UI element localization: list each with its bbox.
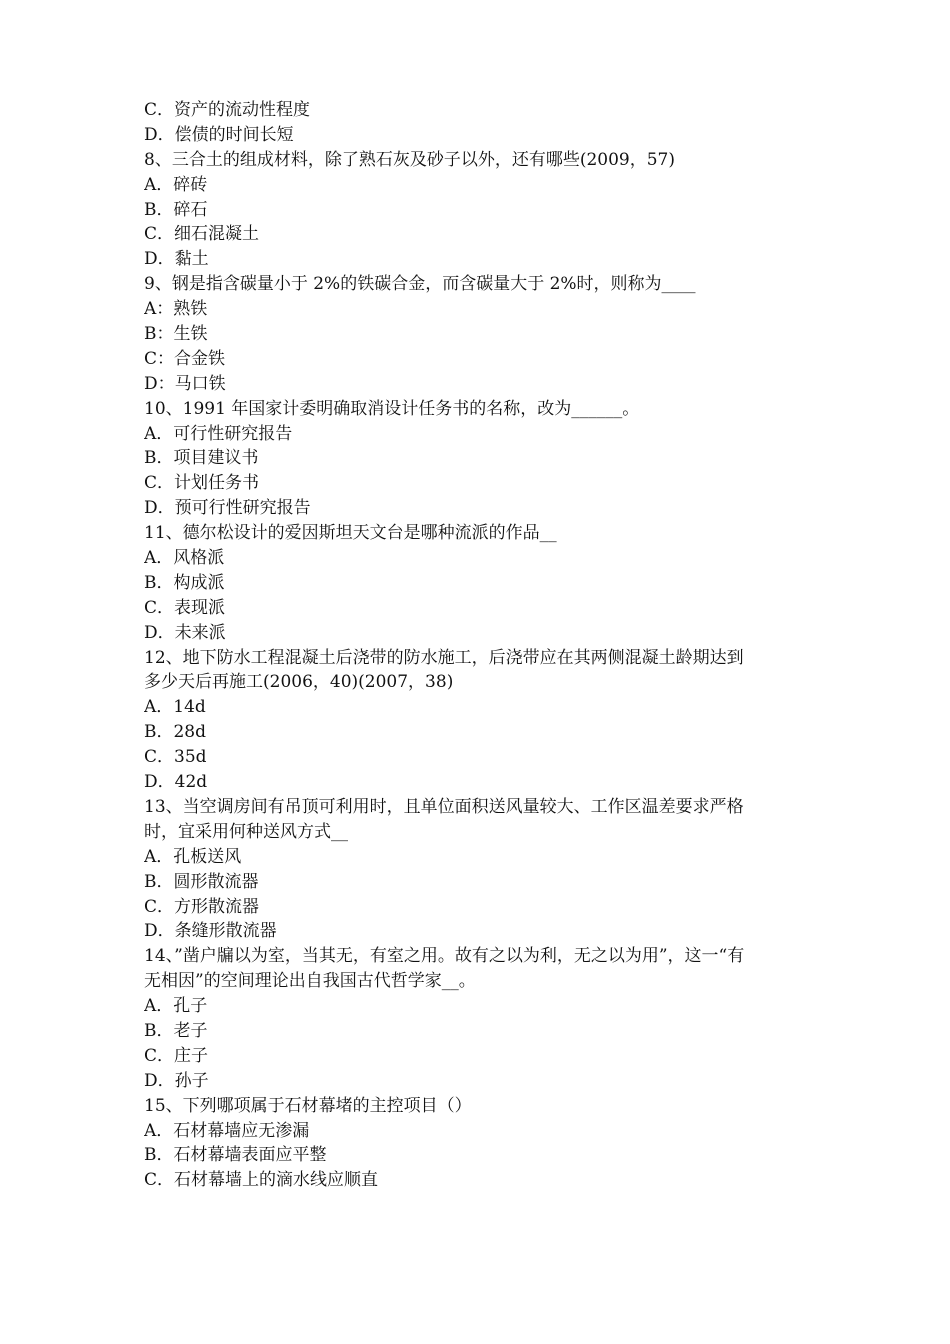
text-line: A．孔板送风 bbox=[144, 846, 242, 867]
text-line: D．预可行性研究报告 bbox=[144, 498, 311, 519]
text-line: 时，宜采用何种送风方式__ bbox=[144, 821, 348, 842]
text-line: C：合金铁 bbox=[144, 348, 226, 369]
question-14: 14、”凿户牖以为室，当其无，有室之用。故有之以为利，无之以为用”，这一“有 bbox=[144, 946, 745, 967]
text-line: D．42d bbox=[144, 772, 208, 793]
text-line: D．孙子 bbox=[144, 1070, 209, 1091]
text-line: B．老子 bbox=[144, 1020, 208, 1041]
text-line: C．资产的流动性程度 bbox=[144, 100, 311, 120]
question-15: 15、下列哪项属于石材幕堵的主控项目（） bbox=[144, 1095, 472, 1116]
text-line: D．条缝形散流器 bbox=[144, 921, 277, 942]
text-line: A：熟铁 bbox=[144, 299, 208, 320]
question-10: 10、1991 年国家计委明确取消设计任务书的名称，改为______。 bbox=[144, 398, 640, 419]
text-line: A．孔子 bbox=[144, 996, 208, 1017]
text-line: C．细石混凝土 bbox=[144, 224, 260, 245]
text-line: D：马口铁 bbox=[144, 373, 226, 394]
text-line: B．圆形散流器 bbox=[144, 871, 259, 892]
text-line: 多少天后再施工(2006，40)(2007，38) bbox=[144, 672, 454, 693]
text-line: B．28d bbox=[144, 722, 207, 743]
question-9: 9、钢是指含碳量小于 2%的铁碳合金，而含碳量大于 2%时，则称为____ bbox=[144, 274, 696, 295]
question-12: 12、地下防水工程混凝土后浇带的防水施工，后浇带应在其两侧混凝土龄期达到 bbox=[144, 647, 744, 668]
text-line: A．石材幕墙应无渗漏 bbox=[144, 1120, 310, 1141]
text-line: D．黏土 bbox=[144, 249, 209, 270]
question-8: 8、三合土的组成材料，除了熟石灰及砂子以外，还有哪些(2009，57) bbox=[144, 149, 675, 170]
text-line: C．35d bbox=[144, 747, 207, 768]
document-page bbox=[144, 98, 814, 1193]
text-line: B：生铁 bbox=[144, 324, 208, 345]
text-line: C．计划任务书 bbox=[144, 473, 260, 494]
question-11: 11、德尔松设计的爱因斯坦天文台是哪种流派的作品__ bbox=[144, 523, 557, 544]
text-line: A．碎砖 bbox=[144, 174, 208, 195]
question-13: 13、当空调房间有吊顶可利用时，且单位面积送风量较大、工作区温差要求严格 bbox=[144, 796, 744, 817]
text-line: A．可行性研究报告 bbox=[144, 423, 293, 444]
text-line: C．庄子 bbox=[144, 1045, 209, 1066]
text-line: B．项目建议书 bbox=[144, 448, 259, 469]
text-line: C．方形散流器 bbox=[144, 896, 260, 917]
text-line: C．表现派 bbox=[144, 597, 226, 618]
text-line: B．石材幕墙表面应平整 bbox=[144, 1145, 327, 1166]
text-line: D．偿债的时间长短 bbox=[144, 124, 294, 145]
text-line: 无相因”的空间理论出自我国古代哲学家__。 bbox=[144, 971, 476, 992]
text-line: B．碎石 bbox=[144, 199, 208, 220]
text-line: B．构成派 bbox=[144, 572, 225, 593]
text-line: A．14d bbox=[144, 697, 206, 718]
text-line: C．石材幕墙上的滴水线应顺直 bbox=[144, 1170, 379, 1191]
text-line: D．未来派 bbox=[144, 622, 226, 643]
text-line: A．风格派 bbox=[144, 548, 225, 569]
